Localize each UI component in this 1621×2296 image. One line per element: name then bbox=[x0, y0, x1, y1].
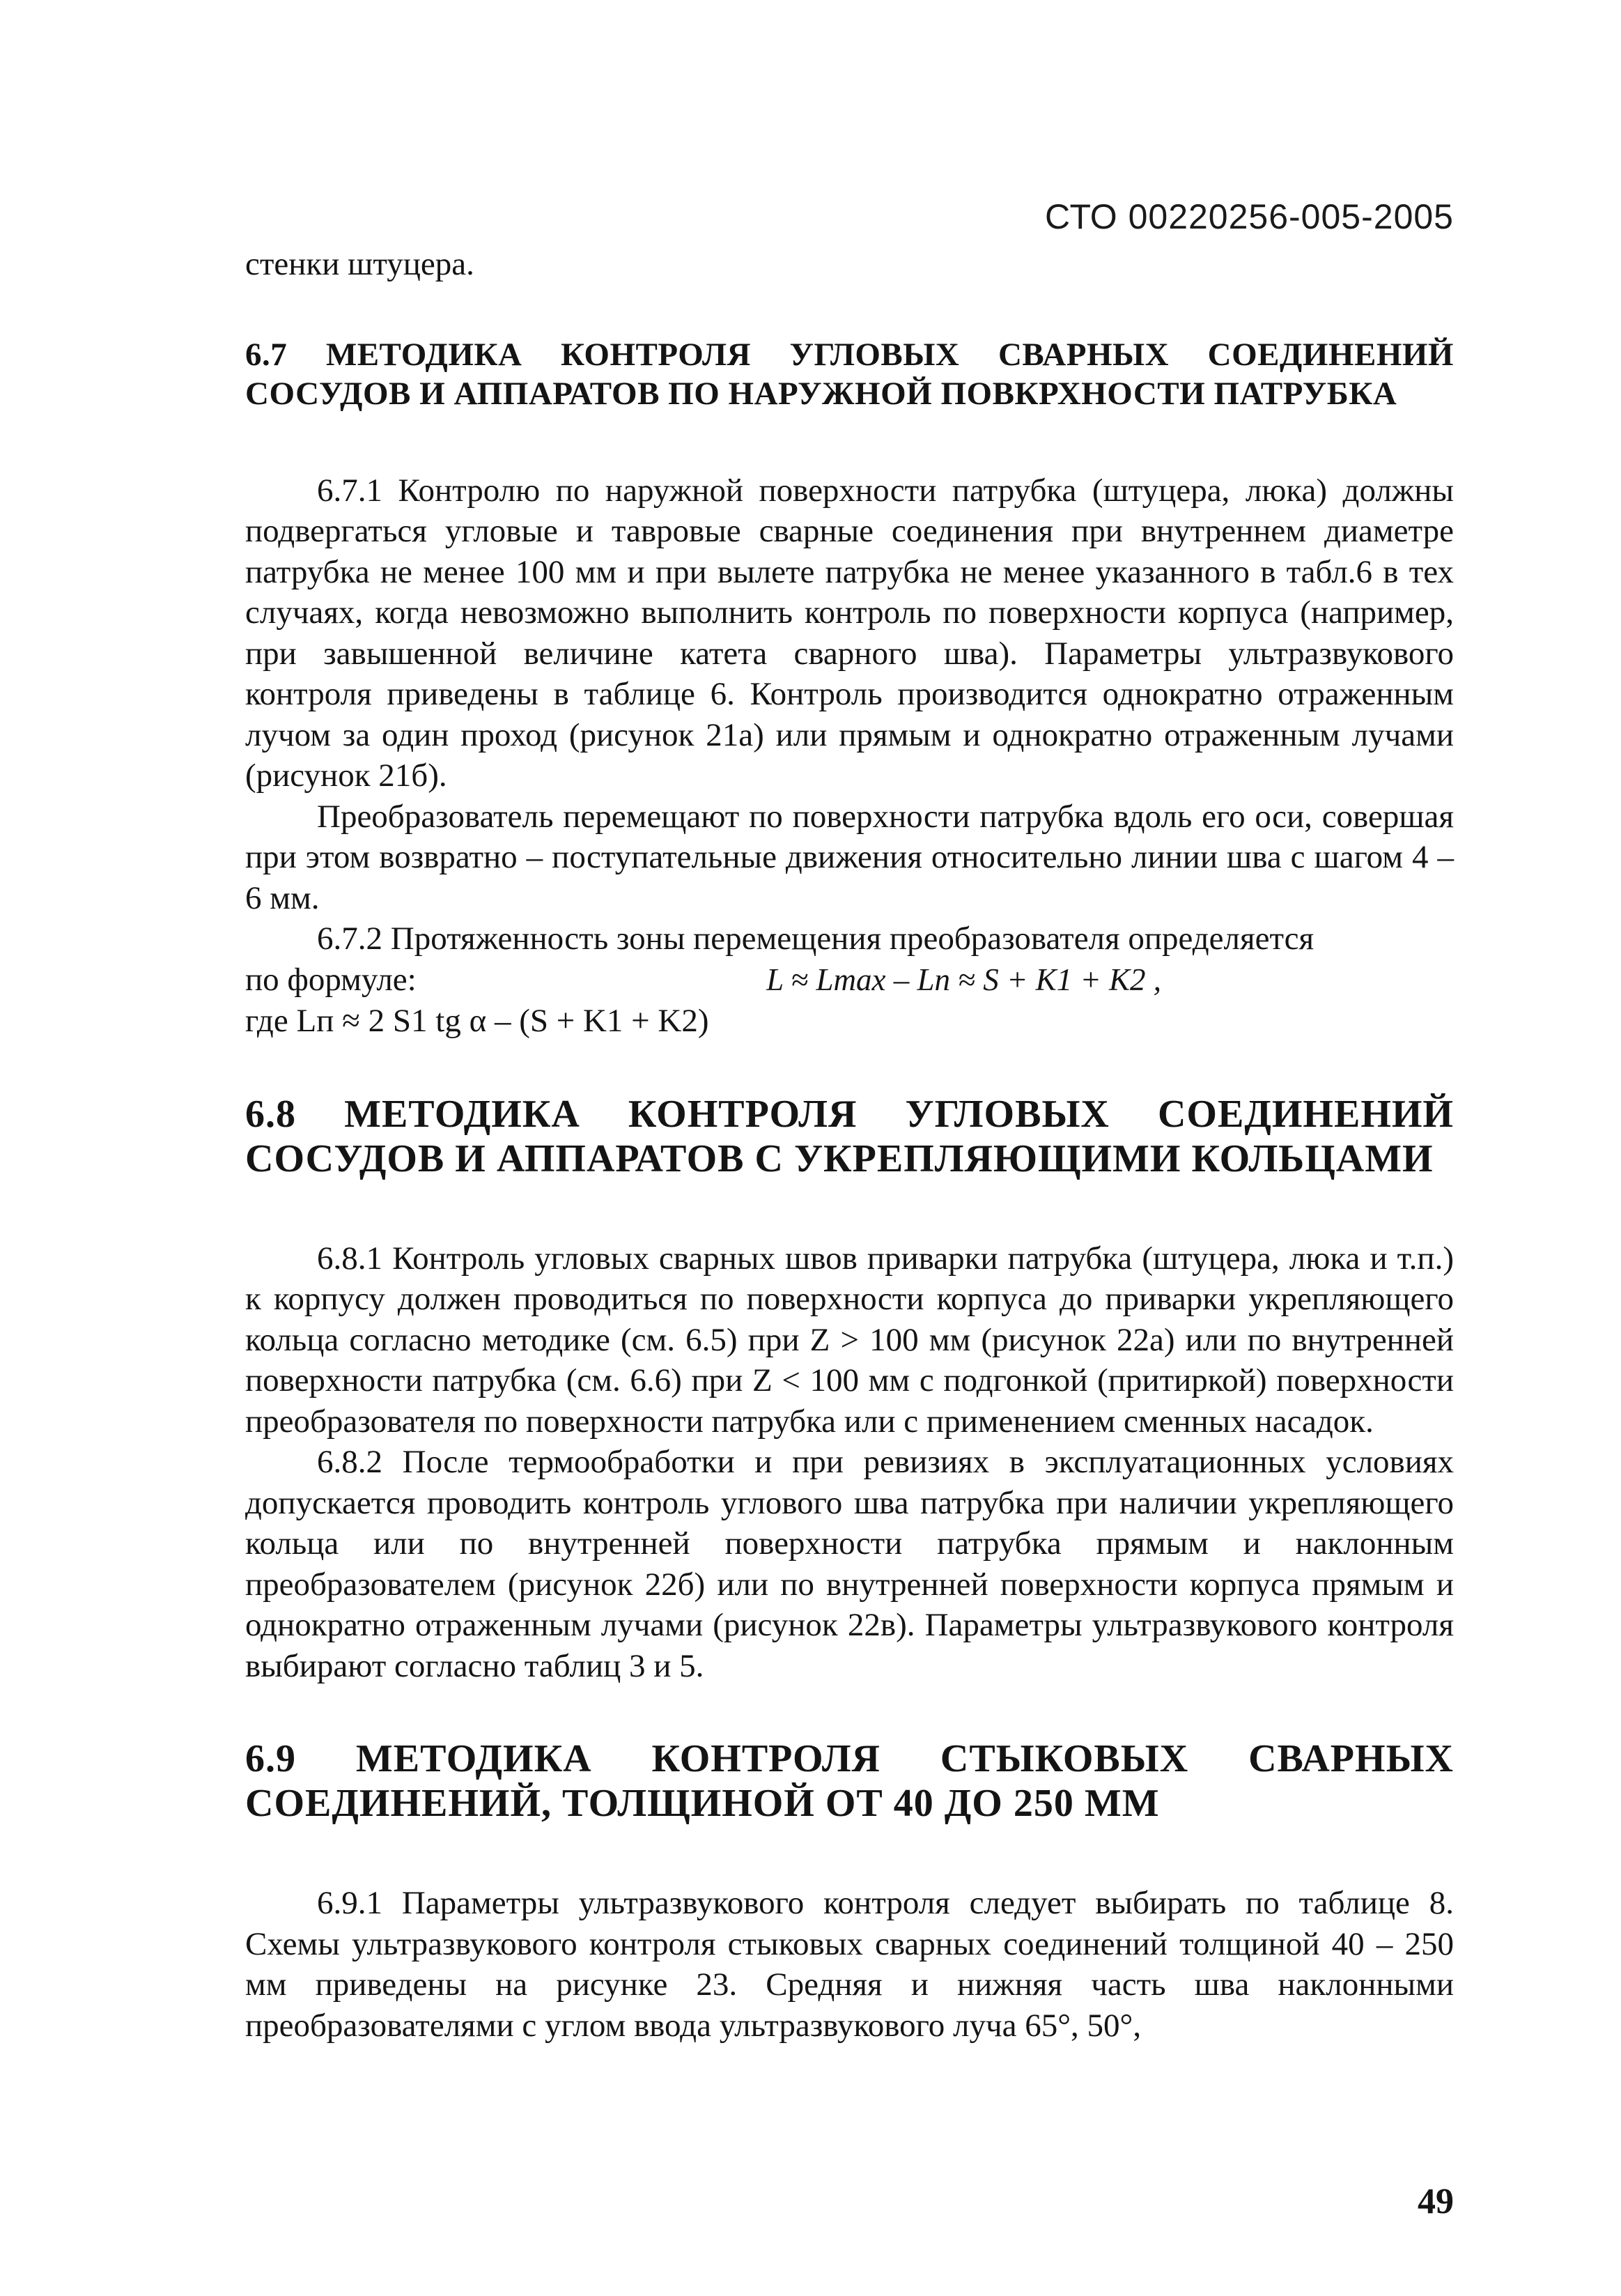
page-number: 49 bbox=[1418, 2182, 1454, 2221]
formula-expression: L ≈ Lmax – Lп ≈ S + K1 + K2 , bbox=[766, 962, 1161, 997]
paragraph-6-9-1: 6.9.1 Параметры ультразвукового контроля следует выбирать по таблице 8. Схемы ультразвукового контроля стыковых сварных соединений толщиной 40 – 250 мм приведены на рисунке 23. Средняя и нижняя часть шва наклонными преобразователями с углом ввода ультразвукового луча 65°, 50°, bbox=[245, 1885, 1454, 2044]
section-heading: 6.7 МЕТОДИКА КОНТРОЛЯ УГЛОВЫХ СВАРНЫХ СОЕДИНЕНИЙ СОСУДОВ И АППАРАТОВ ПО НАРУЖНОЙ ПОВКРХНОСТИ ПАТРУБКА bbox=[245, 336, 1454, 412]
paragraph-6-7-2: 6.7.2 Протяженность зоны перемещения преобразователя определяется bbox=[317, 920, 1314, 957]
section-heading: 6.8 МЕТОДИКА КОНТРОЛЯ УГЛОВЫХ СОЕДИНЕНИЙ СОСУДОВ И АППАРАТОВ С УКРЕПЛЯЮЩИМИ КОЛЬЦАМИ bbox=[245, 1092, 1454, 1180]
formula-line bbox=[245, 960, 1454, 1000]
formula-lead: по формуле: bbox=[245, 961, 417, 998]
paragraph-6-8-1: 6.8.1 Контроль угловых сварных швов приварки патрубка (штуцера, люка и т.п.) к корпусу должен проводиться по поверхности корпуса до приварки укрепляющего кольца согласно методике (см. 6.5) при Z > 100 мм (рисунок 22а) или по внутренней поверхности патрубка (см. 6.6) при Z < 100 мм с подгонкой (притиркой) поверхности преобразователя по поверхности патрубка или с применением сменных насадок. bbox=[245, 1240, 1454, 1440]
continuation-text: стенки штуцера. bbox=[245, 246, 474, 282]
paragraph-transducer-movement: Преобразователь перемещают по поверхности патрубка вдоль его оси, совершая при этом возвратно – поступательные движения относительно линии шва с шагом 4 – 6 мм. bbox=[245, 798, 1454, 916]
document-code: СТО 00220256-005-2005 bbox=[1045, 197, 1454, 236]
section-6-8 bbox=[245, 1092, 1454, 1687]
paragraph-6-8-2: 6.8.2 После термообработки и при ревизиях в эксплуатационных условиях допускается проводить контроль углового шва патрубка при наличии укрепляющего кольца или по внутренней поверхности патрубка прямым и наклонным преобразователем (рисунок 22б) или по внутренней поверхности корпуса прямым и однократно отраженным лучами (рисунок 22в). Параметры ультразвукового контроля выбирают согласно таблиц 3 и 5. bbox=[245, 1444, 1454, 1684]
section-6-7 bbox=[245, 335, 1454, 1042]
paragraph-6-7-1: 6.7.1 Контролю по наружной поверхности патрубка (штуцера, люка) должны подвергаться угловые и тавровые сварные соединения при внутреннем диаметре патрубка не менее 100 мм и при вылете патрубка не менее указанного в табл.6 в тех случаях, когда невозможно выполнить контроль по поверхности корпуса (например, при завышенной величине катета сварного шва). Параметры ультразвукового контроля приведены в таблице 6. Контроль производится однократно отраженным лучом за один проход (рисунок 21а) или прямым и однократно отраженным лучами (рисунок 21б). bbox=[245, 472, 1454, 794]
section-6-9 bbox=[245, 1736, 1454, 2046]
formula-where: где Lп ≈ 2 S1 tg α – (S + K1 + K2) bbox=[245, 1002, 709, 1039]
page-content bbox=[245, 244, 1454, 2046]
section-heading: 6.9 МЕТОДИКА КОНТРОЛЯ СТЫКОВЫХ СВАРНЫХ СОЕДИНЕНИЙ, ТОЛЩИНОЙ ОТ 40 ДО 250 ММ bbox=[245, 1737, 1454, 1825]
